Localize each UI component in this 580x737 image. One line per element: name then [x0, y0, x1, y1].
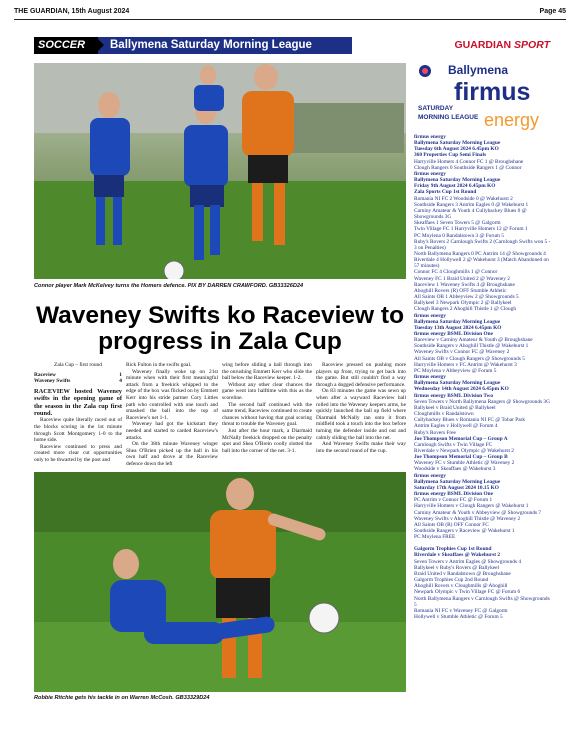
- page-header: [14, 8, 566, 18]
- fixture-line: Ruby's Rovers Free: [414, 429, 456, 436]
- fixture-line: Ahoghill Rovers v Cloughmills @ Ahoghill: [414, 583, 508, 590]
- fixture-line: firmus energy: [414, 312, 446, 319]
- article-paragraph: Waveney had got the kickstart they needed and started to carded Raceview's attacks.: [126, 421, 218, 441]
- fixture-line: PC Moylena 0 Randalstown 3 @ Forum 5: [414, 232, 504, 239]
- header-rule: [14, 19, 566, 20]
- article-paragraph: Raceview pressed on pushing more players up front, trying to get back into the game. But still couldn't find a way through a dogged defensive performance.: [316, 362, 406, 388]
- score-line-away: [34, 378, 122, 385]
- logo-sponsor: firmus: [454, 78, 531, 106]
- fixture-line: Southside Rangers v Ahoghill Thistle @ Wakehurst 1: [414, 343, 529, 350]
- fixture-line: Skeaffaes 1 Seven Towers 5 @ Galgorm: [414, 220, 501, 227]
- fixture-line: Ballykeel v Braid United @ Ballykeel: [414, 404, 496, 411]
- fixture-line: Hollywell v Stumble Athletic @ Forum 5: [414, 614, 503, 621]
- logo-sub2: MORNING LEAGUE: [418, 114, 479, 121]
- fixture-line: Romania NI FC v Waveney FC @ Galgorm: [414, 607, 508, 614]
- fixture-line: Antrim Eagles v Hollywell @ Forum 4: [414, 423, 498, 430]
- fixture-line: Harryville Homers 4 Connor FC 1 @ Broughshane: [414, 158, 524, 165]
- article-paragraph: Waveney finally woke up on 21st minute when with their first meaningful attack from a freekick whipped to the edge of the box was flicked on by Emmett Kerr into his stride partner Cory Littles path who controlled with one touch and smashed the ball into the top of Raceview's net 1-1.: [126, 368, 218, 421]
- fixture-line: Riverdale 4 Hollywell 2 @ Wakehurst 3 (Match Abandoned on 57 minutes): [414, 257, 549, 270]
- article-paragraph: wing before sliding a ball through into the onrushing Emmett Kerr who slide the ball below the Raceview keeper. 1-2.: [222, 362, 312, 382]
- publication-date: THE GUARDIAN, 15th August 2024: [14, 8, 130, 15]
- fixture-line: Cullybackey Blues v Romania NI FC @ Tobar Park: [414, 417, 526, 424]
- article-kicker: Zala Cup – first round: [54, 362, 102, 368]
- fixture-line: Ballymena Saturday Morning League: [414, 380, 501, 387]
- article-headline: Waveney Swifts ko Raceview to progress in Zala Cup: [35, 302, 405, 355]
- fixture-line: Newpark Olympic v Twin Village FC @ Forum 6: [414, 589, 521, 596]
- firmus-league-logo: [414, 60, 552, 132]
- fixture-line: Southside Rangers 3 Antrim Eagles 0 @ Wakehurst 1: [414, 201, 529, 208]
- fixture-line: Connor FC 4 Cloughmills 1 @ Connor: [414, 269, 498, 276]
- fixture-line: Galgorm Trophies Cup 2nd Round: [414, 577, 489, 584]
- score-line-home: [34, 372, 122, 379]
- article-paragraph: On the 38th minute Waveney winger Shea O'Brien picked up the ball in his own half and drove at the Raceview defence down the left: [126, 441, 218, 467]
- fixture-line: Saturday 17th August 2024 10.15 KO: [414, 484, 499, 491]
- article-paragraph: On 83 minutes the game was sewn up when after a wayward Raceview ball rolled into the Waveney keepers arms, he quickly launched the ball up field where Diarmaid McNally ran onto it from midfield took a touch into the box before turning the defender inside and out and calmly sliding the ball into the net.: [316, 388, 406, 441]
- article-paragraph: Raceview quite literally raced out of the blocks scoring in the 1st minute through Scott Montgomery 1-0 to the home side.: [34, 417, 122, 444]
- fixture-line: Ahoghill Rovers (R) OFF Stumble Athletic: [414, 287, 507, 294]
- fixture-line: Waveney FC 1 Braid United 2 @ Waveney 2: [414, 275, 510, 282]
- logo-sub1: SATURDAY: [418, 105, 454, 112]
- fixture-line: Zala Sports Cup 1st Round: [414, 189, 477, 196]
- match-photo-1-image: [34, 63, 406, 279]
- fixture-line: Clough Rangers 0 Southside Rangers 1 @ Connor: [414, 164, 522, 171]
- fixture-line: PC Antrim v Connor FC @ Forum 1: [414, 497, 493, 504]
- article-paragraph: Just after the hour mark, a Diarmaid McNally freekick dropped on the penalty spot and Shea O'Brein coolly slotted the ball into the corner of the net. 3-1.: [222, 427, 312, 454]
- fixture-line: North Ballymena Rangers v Carnlough Swifts @ Showgrounds 5: [414, 595, 550, 608]
- fixture-line: Cloughmills v Randalstown: [414, 411, 474, 418]
- banner-title: Ballymena Saturday Morning League: [110, 39, 312, 51]
- section-arrow-icon: [96, 37, 104, 53]
- fixture-line: Seven Towers v Antrim Eagles @ Showgrounds 4: [414, 558, 522, 565]
- fixture-line: Clough Rangers 2 Ahoghill Thistle 1 @ Clough: [414, 306, 517, 313]
- fixture-line: firmus energy: [414, 374, 446, 381]
- fixture-line: Ballykeel v Ruby's Rovers @ Ballykeel: [414, 564, 499, 571]
- fixture-line: Carnlough Swifts v Twin Village FC: [414, 441, 493, 448]
- logo-sponsor-b: energy: [484, 110, 540, 130]
- article-paragraph: And Waveney Swifts make their way into the second round of the cup.: [316, 441, 406, 454]
- match-photo-2-image: [34, 472, 406, 692]
- fixture-line: All Saints OB 1 Abbeyview 2 @ Showgrounds 5: [414, 294, 519, 301]
- fixture-line: Carniny Amateur & Youth 4 Cullybackey Blues 0 @ Showgrounds 3G: [414, 207, 527, 221]
- photo-2-caption: Robbie Ritchie gets his tackle in on Warren McCosh. GB33329D24: [34, 695, 210, 701]
- fixture-line: Ruby's Rovers 2 Carnlough Swifts 2 (Carnlough Swifts won 5 - 3 on Penalties): [414, 238, 551, 251]
- logo-brand: Ballymena: [448, 63, 509, 77]
- fixture-line: firmus energy BSML Division One: [414, 491, 493, 498]
- fixture-line: Waveney FC v Stumble Athletic @ Waveney 2: [414, 460, 515, 467]
- article-paragraph: Raceview continued to press and created more clear cut opportunities only to be thwarted by the post and: [34, 443, 122, 463]
- fixture-line: Riverdale v Skeaffaes @ Wakehurst 2: [414, 552, 501, 559]
- page-number: Page 45: [539, 8, 566, 15]
- brand-guardian: GUARDIAN: [454, 39, 512, 51]
- section-label: SOCCER: [34, 37, 98, 54]
- fixture-line: Galgorm Trophies Cup 1st Round: [414, 546, 492, 553]
- fixture-line: Waveney Swifts v Connor FC @ Waveney 2: [414, 349, 510, 356]
- fixture-line: Raceview v Carniny Amateur & Youth @ Broughshane: [414, 337, 533, 344]
- fixture-line: Joe Thompson Memorial Cup – Group B: [414, 454, 508, 461]
- fixture-line: Braid United v Randalstown @ Broughshane: [414, 570, 511, 577]
- fixture-line: Seven Towers v North Ballymena Rangers @ Showgrounds 3G: [414, 398, 550, 405]
- guardian-sport-logo: [438, 38, 550, 53]
- fixture-line: Wednesday 14th August 2024 6.45pm KO: [414, 386, 509, 393]
- fixtures-list: [414, 134, 552, 620]
- fixture-line: All Saints OB v Clough Rangers @ Showgrounds 5: [414, 355, 525, 362]
- fixture-line: 360 Properties Cup Semi Finals: [414, 152, 487, 159]
- fixture-line: North Ballymena Rangers 0 PC Antrim 14 @ Showgrounds 4: [414, 250, 546, 257]
- away-team: Waveney Swifts: [34, 378, 71, 385]
- article-column-2: [126, 362, 218, 468]
- fixture-line: Ballymena Saturday Morning League: [414, 140, 501, 147]
- fixture-line: Woodside v Skeaffaes @ Wakehurst 3: [414, 466, 496, 473]
- article-lead: RACEVIEW hosted Waveney swifts in the opening game of the season in the Zala cup first round.: [34, 387, 122, 417]
- article-paragraph: The second half continued with the same trend, Raceview continued to create chances without having that goal scoring threat to trouble the Waveney goal.: [222, 401, 312, 428]
- article-paragraph: Without any other clear chances the game went into halftime with this as the scoreline.: [222, 381, 312, 401]
- fixture-line: firmus energy: [414, 472, 446, 479]
- fixture-line: PC Moylena FREE: [414, 534, 456, 541]
- fixture-line: Tuesday 13th August 2024 6.45pm KO: [414, 324, 502, 331]
- home-score: 1: [119, 371, 122, 378]
- fixture-line: Joe Thompson Memorial Cup – Group A: [414, 435, 508, 442]
- fixture-line: Ballymena Saturday Morning League: [414, 478, 501, 485]
- fixture-line: Ballymena Saturday Morning League: [414, 318, 501, 325]
- fixture-line: firmus energy: [414, 170, 446, 177]
- photo-1-caption: Connor player Mark McKelvey turns the Homers defence. PIX BY DARREN CRAWFORD. GB33326D24: [34, 283, 304, 289]
- fixture-line: All Saints OB (R) OFF Connor FC: [414, 521, 489, 528]
- match-photo-2: [34, 472, 406, 692]
- fixture-line: Ballykeel 3 Newpark Olympic 2 @ Ballykeel: [414, 300, 512, 307]
- fixture-line: Waveney Swifts v Ahoghill Thistle @ Waveney 2: [414, 515, 521, 522]
- fixture-line: firmus energy BSML Division Two: [414, 392, 494, 399]
- home-team: Raceview: [34, 371, 56, 378]
- fixture-line: Tuesday 6th August 2024 6.45pm KO: [414, 146, 499, 153]
- fixture-line: Harryville Homers v FC Antrim @ Wakehurst 3: [414, 361, 517, 368]
- fixture-line: PC Moylena v Abbeyview @ Forum 5: [414, 367, 497, 374]
- article-column-3: [222, 362, 312, 454]
- match-photo-1: [34, 63, 406, 279]
- fixture-line: Southside Rangers v Raceview @ Wakehurst 1: [414, 528, 515, 534]
- fixture-line: Carniny Amateur & Youth v Abbeyview @ Showgrounds 7: [414, 509, 542, 516]
- fixture-line: firmus energy: [414, 134, 446, 140]
- fixture-line: Romania NI FC 2 Woodside 0 @ Wakehurst 2: [414, 195, 513, 202]
- article-paragraph: Rick Fulton in the swifts goal.: [126, 362, 192, 368]
- fixture-line: Riverdale v Newpark Olympic @ Wakehurst 2: [414, 447, 514, 454]
- firmus-logo-graphic: [414, 60, 552, 132]
- article-column-1: [34, 362, 122, 464]
- fixture-line: Friday 9th August 2024 6.45pm KO: [414, 183, 496, 190]
- article-column-4: [316, 362, 406, 454]
- fixture-line: Twin Village FC 1 Harryville Homers 12 @ Forum 1: [414, 226, 528, 233]
- fixture-line: Raceview 1 Waveney Swifts 4 @ Broughshane: [414, 281, 515, 288]
- away-score: 4: [119, 378, 122, 385]
- brand-sport: SPORT: [514, 39, 550, 51]
- fixture-line: Harryville Homers v Clough Rangers @ Wakehurst 1: [414, 503, 529, 510]
- fixture-line: Ballymena Saturday Morning League: [414, 177, 501, 184]
- fixture-line: firmus energy BSML Division One: [414, 331, 493, 337]
